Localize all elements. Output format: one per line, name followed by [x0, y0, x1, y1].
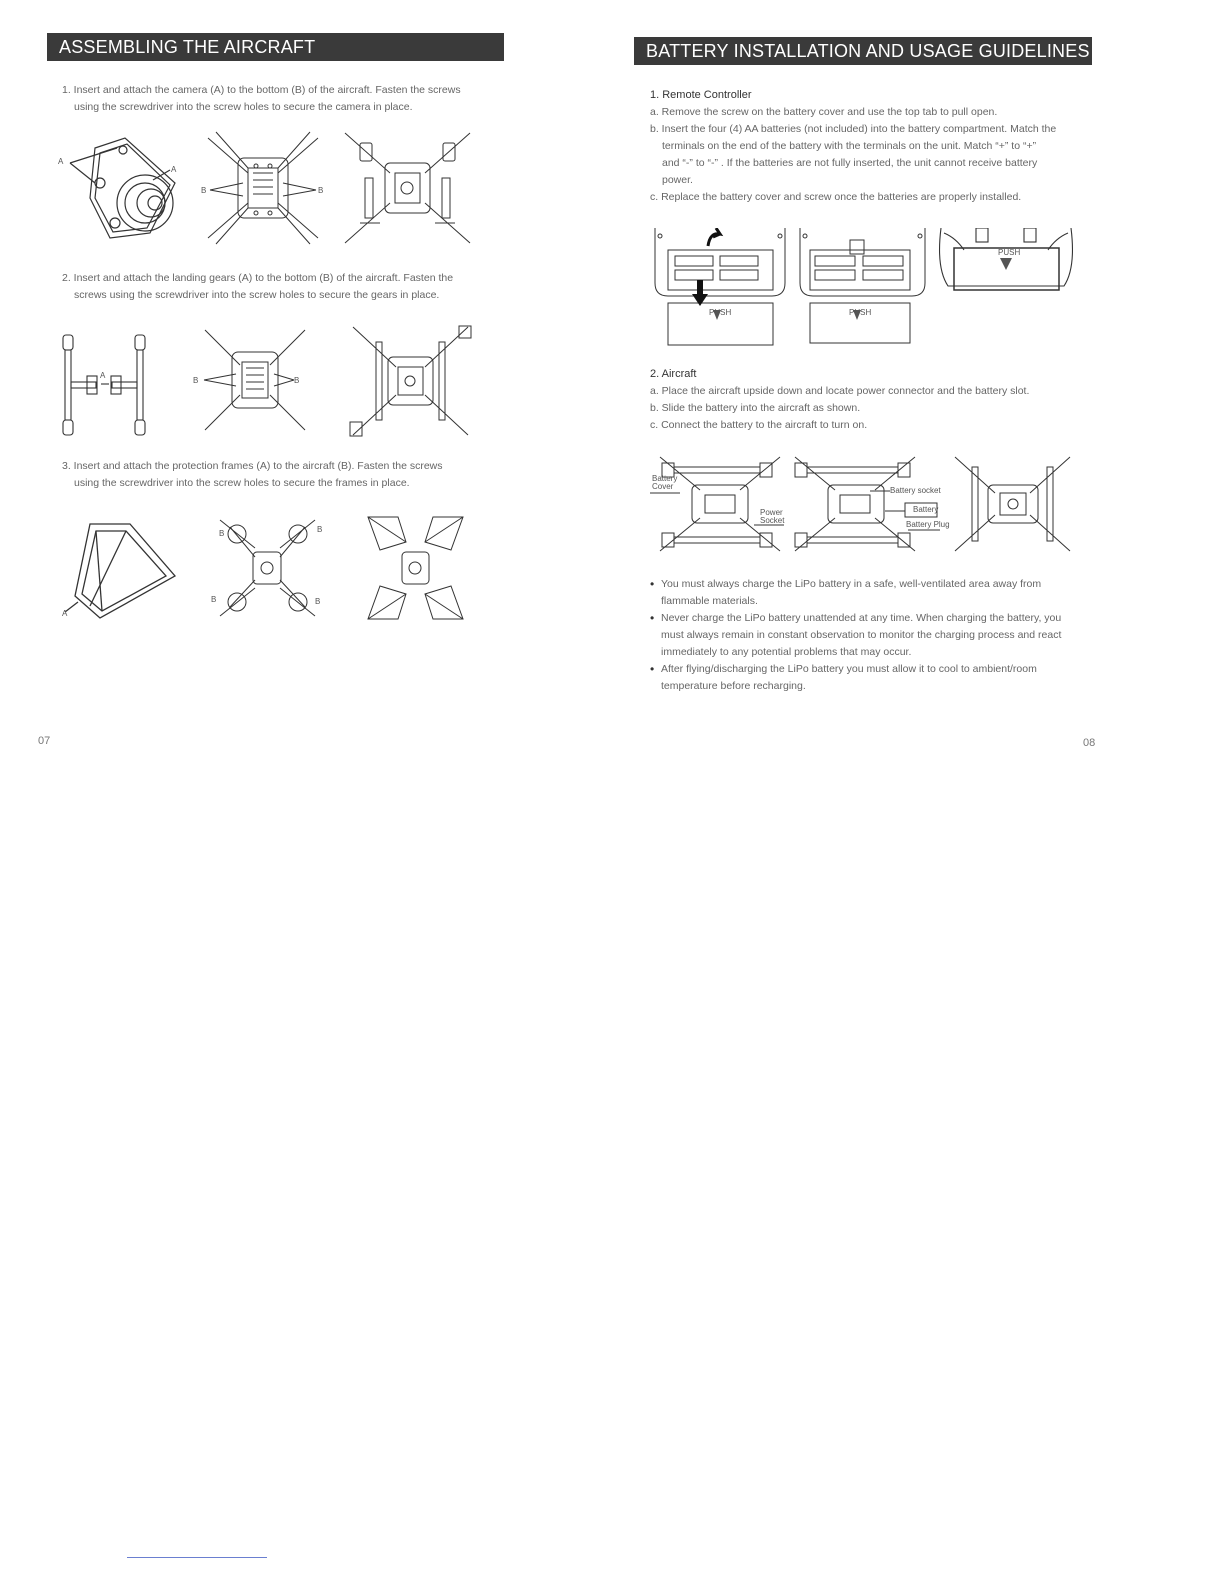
step-1-label-a1: A [58, 157, 64, 166]
power-socket-label-2: Socket [760, 516, 785, 525]
landing-gear-figure [55, 330, 165, 440]
remote-controller-steps [650, 104, 1080, 206]
aircraft-step-c: c. Connect the battery to the aircraft to turn on. [650, 419, 868, 431]
bullet-3-line2: temperature before recharging. [661, 680, 806, 692]
push-label-1: PUSH [709, 308, 732, 317]
battery-socket-label: Battery socket [890, 486, 941, 495]
step-1-label-b2: B [318, 186, 324, 195]
step-3-text [62, 458, 492, 492]
step-1-text [62, 82, 492, 116]
remote-step-a: a. Remove the screw on the battery cover and use the top tab to pull open. [650, 106, 998, 118]
step-1-label-b1: B [201, 186, 207, 195]
aircraft-with-gears-figure [348, 322, 473, 440]
aircraft-bottom-figure [198, 128, 328, 248]
scan-artifact-line [127, 1557, 267, 1558]
aircraft-with-frames-figure [358, 512, 473, 624]
step-3-line1: 3. Insert and attach the protection frames (A) to the aircraft (B). Fasten the screws [62, 460, 443, 472]
step-3-label-b2: B [317, 525, 323, 534]
step-2-line1: 2. Insert and attach the landing gears (A) to the bottom (B) of the aircraft. Fasten the [62, 272, 454, 284]
step-3-label-b3: B [211, 595, 217, 604]
page-title-assembling: ASSEMBLING THE AIRCRAFT [47, 33, 504, 61]
aircraft-assembled-figure [340, 128, 475, 248]
page-number-right: 08 [1083, 737, 1096, 749]
remote-closed-figure [936, 228, 1076, 298]
push-label-3: PUSH [998, 248, 1021, 257]
power-socket-label-1: Power [760, 508, 783, 517]
protection-frame-figure [60, 516, 185, 626]
step-1-label-a2: A [171, 165, 177, 174]
aircraft-steps [650, 383, 1080, 434]
page-number-left: 07 [38, 735, 51, 747]
step-2-label-a: A [100, 371, 106, 380]
remote-step-b-line4: power. [662, 174, 693, 186]
page-title-battery: BATTERY INSTALLATION AND USAGE GUIDELINES [634, 37, 1092, 65]
remote-step-c: c. Replace the battery cover and screw once the batteries are properly installed. [650, 191, 1022, 203]
step-3-label-a: A [62, 609, 68, 618]
lipo-safety-guidelines [650, 576, 1080, 695]
step-2-label-b2: B [294, 376, 300, 385]
bullet-3-line1: • After flying/discharging the LiPo battery you must allow it to cool to ambient/room [650, 661, 1080, 678]
step-1-line1: 1. Insert and attach the camera (A) to the bottom (B) of the aircraft. Fasten the screws [62, 84, 461, 96]
bullet-1-line2: flammable materials. [661, 595, 758, 607]
battery-plug-label: Battery Plug [906, 520, 950, 529]
push-label-2: PUSH [849, 308, 872, 317]
bullet-2-line1: • Never charge the LiPo battery unattended at any time. When charging the battery, you [650, 610, 1080, 627]
step-3-line2: using the screwdriver into the screw holes to secure the frames in place. [74, 477, 410, 489]
aircraft-step-a: a. Place the aircraft upside down and locate power connector and the battery slot. [650, 385, 1030, 397]
step-3-label-b1: B [219, 529, 225, 538]
bullet-1-line1: • You must always charge the LiPo battery in a safe, well-ventilated area away from [650, 576, 1080, 593]
step-2-label-b1: B [193, 376, 199, 385]
remote-controller-heading: 1. Remote Controller [650, 89, 752, 101]
step-2-text [62, 270, 492, 304]
aircraft-step-b: b. Slide the battery into the aircraft as shown. [650, 402, 861, 414]
aircraft-battery-slide-figure [790, 455, 950, 553]
aircraft-upside-down-figure [650, 455, 790, 553]
bullet-2-line2: must always remain in constant observation to monitor the charging process and react [661, 629, 1062, 641]
battery-cover-label-2: Cover [652, 482, 674, 491]
camera-figure [55, 128, 195, 248]
battery-cover-label-1: Battery [652, 474, 678, 483]
aircraft-heading: 2. Aircraft [650, 368, 697, 380]
aircraft-frames-figure [205, 512, 330, 624]
remote-step-b-line3: and “-” to “-” . If the batteries are not fully inserted, the unit cannot receive battery [662, 157, 1038, 169]
aircraft-battery-connected-figure [950, 455, 1075, 553]
remote-open-figure [650, 228, 790, 346]
aircraft-bottom-figure-2 [190, 320, 320, 440]
step-3-label-b4: B [315, 597, 321, 606]
bullet-2-line3: immediately to any potential problems that may occur. [661, 646, 912, 658]
remote-batteries-figure [795, 228, 930, 346]
step-2-line2: screws using the screwdriver into the screw holes to secure the gears in place. [74, 289, 440, 301]
remote-step-b-line2: terminals on the end of the battery with the terminals on the unit. Match “+” to “+” [662, 140, 1037, 152]
remote-step-b-line1: b. Insert the four (4) AA batteries (not included) into the battery compartment. Match the [650, 123, 1057, 135]
battery-label: Battery [913, 505, 939, 514]
step-1-line2: using the screwdriver into the screw holes to secure the camera in place. [74, 101, 413, 113]
